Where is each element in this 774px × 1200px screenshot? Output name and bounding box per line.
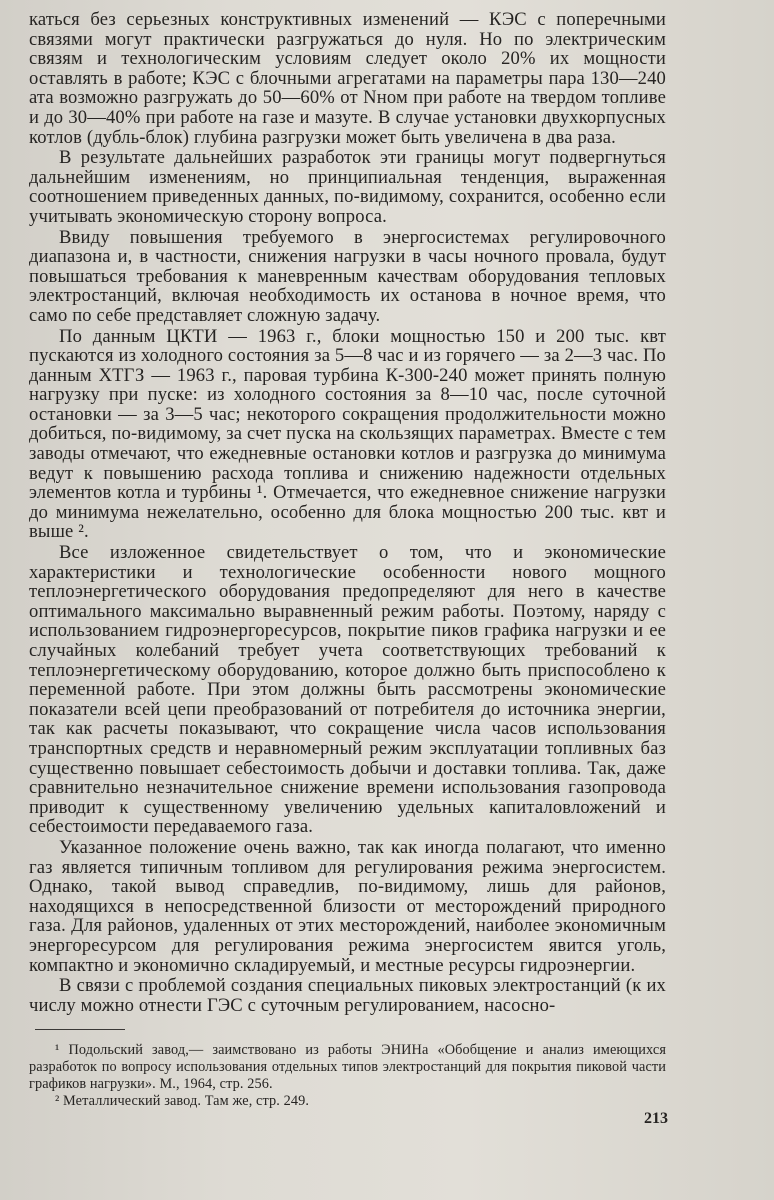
paragraph: каться без серьезных конструктивных изменений — КЭС с поперечными связями могут практически разгружаться до нуля. Но по электрическим связям и технологическим условиям следует около 20% их мощности оставлять в работе; КЭС с блочными агрегатами на параметры пара 130—240 ата возможно разгружать до 50—60% от Nном при работе на твердом топливе и до 30—40% при работе на газе и мазуте. В случае установки двухкорпусных котлов (дубль-блок) глубина разгрузки может быть увеличена в два раза. <box>29 9 666 148</box>
paragraph: По данным ЦКТИ — 1963 г., блоки мощностью 150 и 200 тыс. квт пускаются из холодного состояния за 5—8 час и из горячего — за 2—3 час. По данным ХТГЗ — 1963 г., паровая турбина К-300-240 может принять полную нагрузку при пуске: из холодного состояния за 8—10 час, после суточной остановки — за 3—5 час; некоторого сокращения продолжительности можно добиться, по-видимому, за счет пуска на скользящих параметрах. Вместе с тем заводы отмечают, что ежедневные остановки котлов и разгрузка до минимума ведут к повышению расхода топлива и снижению надежности отдельных элементов котла и турбины ¹. Отмечается, что ежедневное снижение нагрузки до минимума нежелательно, особенно для блока мощностью 200 тыс. квт и выше ². <box>29 325 666 543</box>
paragraph: В результате дальнейших разработок эти границы могут подвергнуться дальнейшим изменениям, но принципиальная тенденция, выраженная соотношением приведенных данных, по-видимому, сохранится, особенно если учитывать экономическую сторону вопроса. <box>29 147 666 227</box>
footnote: ¹ Подольский завод,— заимствовано из работы ЭНИНа «Обобщение и анализ имеющихся разработок по вопросу использования отдельных типов электростанций для покрытия пиковой части графиков нагрузки». М., 1964, стр. 256. <box>29 1042 666 1093</box>
footnotes <box>29 1042 666 1110</box>
paragraph: Ввиду повышения требуемого в энергосистемах регулировочного диапазона и, в частности, снижения нагрузки в часы ночного провала, будут повышаться требования к маневренным качествам оборудования тепловых электростанций, включая необходимость их останова в ночное время, что само по себе представляет сложную задачу. <box>29 226 666 326</box>
paragraph: Указанное положение очень важно, так как иногда полагают, что именно газ является типичным топливом для регулирования режима энергосистем. Однако, такой вывод справедлив, по-видимому, лишь для районов, находящихся в непосредственной близости от месторождений природного газа. Для районов, удаленных от этих месторождений, наиболее экономичным энергоресурсом для регулирования режима энергосистем явится уголь, компактно и экономично складируемый, и местные ресурсы гидроэнергии. <box>29 836 666 976</box>
page-number: 213 <box>644 1110 668 1127</box>
footnote-divider <box>35 1029 125 1030</box>
body-text <box>29 10 666 1015</box>
paragraph: Все изложенное свидетельствует о том, что и экономические характеристики и технологические особенности нового мощного теплоэнергетического оборудования предопределяют для него в качестве оптимального максимально выравненный режим работы. Поэтому, наряду с использованием гидроэнергоресурсов, покрытие пиков графика нагрузки и ее случайных колебаний требует учета соответствующих требований к теплоэнергетическому оборудованию, которое должно быть приспособлено к переменной работе. При этом должны быть рассмотрены экономические показатели всей цепи преобразований от потребителя до источника энергии, так как расчеты показывают, что сокращение числа часов использования транспортных средств и неравномерный режим эксплуатации топливных баз существенно повышает себестоимость добычи и доставки топлива. Так, даже сравнительно незначительное снижение времени использования газопровода приводит к существенному увеличению удельных капиталовложений и себестоимости передаваемого газа. <box>29 542 666 838</box>
paragraph: В связи с проблемой создания специальных пиковых электростанций (к их числу можно отнести ГЭС с суточным регулированием, насосно- <box>29 975 666 1016</box>
footnote: ² Металлический завод. Там же, стр. 249. <box>55 1093 310 1110</box>
